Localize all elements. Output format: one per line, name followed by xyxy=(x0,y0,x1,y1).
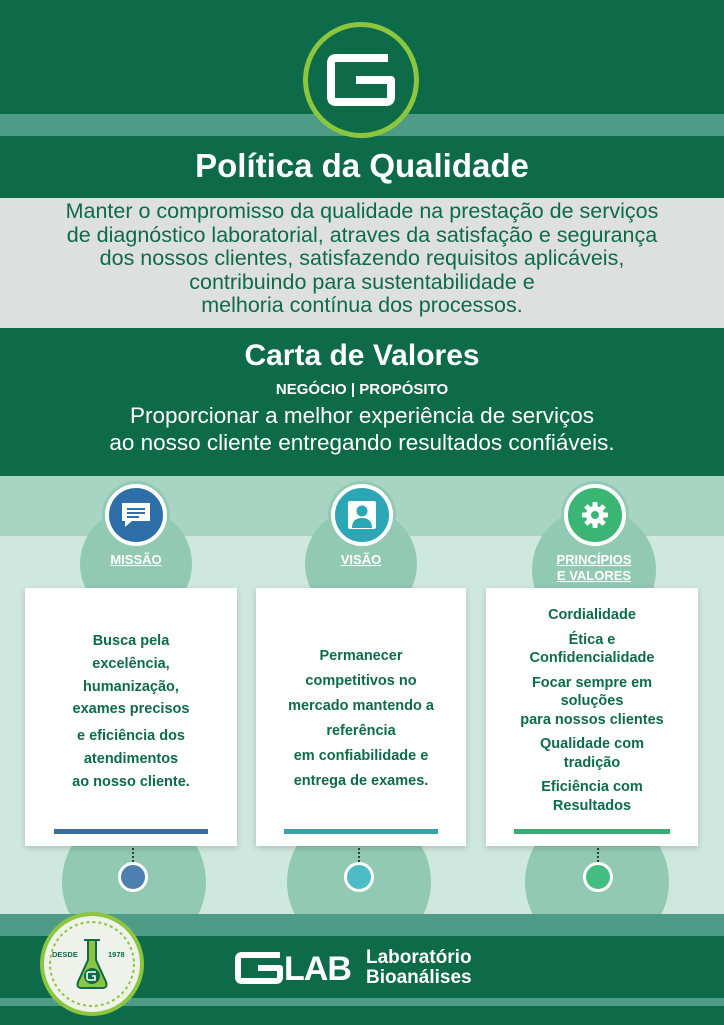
mission-line: e eficiência dos xyxy=(77,728,185,745)
values-line: Eficiência com xyxy=(541,779,643,795)
policy-line: Manter o compromisso da qualidade na prestação de serviços xyxy=(65,199,659,223)
g-logo-icon xyxy=(303,22,419,138)
values-label-line: PRINCÍPIOS xyxy=(556,552,632,567)
values-line: Ética e xyxy=(568,631,616,648)
page-title: Política da Qualidade xyxy=(195,147,529,184)
policy-line: melhoria contínua dos processos. xyxy=(201,293,523,317)
mission-line: exames precisos xyxy=(72,701,190,718)
values-line: tradição xyxy=(563,754,621,771)
carta-text xyxy=(40,402,684,456)
policy-line: de diagnóstico laboratorial, atraves da satisfação e segurança xyxy=(66,222,658,247)
brand-lab: LAB xyxy=(284,950,351,988)
values-dot xyxy=(583,862,613,892)
vision-label: VISÃO xyxy=(340,552,382,567)
values-line: Cordialidade xyxy=(548,607,636,623)
values-line: Focar sempre em xyxy=(531,674,653,691)
values-line: Confidencialidade xyxy=(529,650,655,666)
vision-line: competitivos no xyxy=(305,673,417,689)
seal-right-text: 1978 xyxy=(108,950,125,959)
carta-subtitle: NEGÓCIO | PROPÓSITO xyxy=(275,381,449,398)
values-label xyxy=(536,552,652,584)
brand-g-mark xyxy=(234,950,284,986)
values-line: Qualidade com xyxy=(540,736,644,752)
mission-text xyxy=(25,630,237,794)
values-card-underline xyxy=(514,829,670,834)
values-label-line: E VALORES xyxy=(556,568,632,583)
vision-line: entrega de exames. xyxy=(293,773,429,789)
mission-line: ao nosso cliente. xyxy=(72,773,190,790)
mission-label: MISSÃO xyxy=(110,552,162,567)
values-line: Resultados xyxy=(552,797,632,814)
carta-title: Carta de Valores xyxy=(244,339,480,372)
vision-card xyxy=(256,588,466,846)
vision-line: Permanecer xyxy=(319,648,403,664)
vision-line: referência xyxy=(326,723,396,739)
seal-logo xyxy=(40,912,144,1016)
carta-line: Proporcionar a melhor experiência de serviços xyxy=(130,403,594,428)
vision-line: em confiabilidade e xyxy=(293,748,429,764)
gear-icon xyxy=(564,484,626,546)
values-line: para nossos clientes xyxy=(520,711,664,728)
mission-dot xyxy=(118,862,148,892)
mission-line: excelência, xyxy=(92,655,170,672)
policy-line: dos nossos clientes, satisfazendo requisitos aplicáveis, xyxy=(99,246,625,270)
mission-connector xyxy=(132,848,134,862)
seal-left-text: DESDE xyxy=(52,950,78,959)
values-card xyxy=(486,588,698,846)
values-text xyxy=(486,606,698,815)
mission-card xyxy=(25,588,237,846)
mission-line: atendimentos xyxy=(83,750,179,767)
mission-line: Busca pela xyxy=(92,633,170,649)
mission-card-underline xyxy=(54,829,208,834)
vision-line: mercado mantendo a xyxy=(288,698,434,714)
mission-line: humanização, xyxy=(83,678,179,695)
brand-line1: Laboratório xyxy=(366,947,472,968)
person-icon xyxy=(331,484,393,546)
vision-connector xyxy=(358,848,360,862)
chat-bubble-icon xyxy=(105,484,167,546)
carta-line: ao nosso cliente entregando resultados confiáveis. xyxy=(109,430,615,455)
values-connector xyxy=(597,848,599,862)
vision-dot xyxy=(344,862,374,892)
vision-card-underline xyxy=(284,829,438,834)
policy-text xyxy=(20,200,704,318)
values-line: soluções xyxy=(560,693,624,709)
brand-line2: Bioanálises xyxy=(366,967,472,988)
policy-line: contribuindo para sustentabilidade e xyxy=(189,269,535,294)
vision-text xyxy=(256,644,466,794)
